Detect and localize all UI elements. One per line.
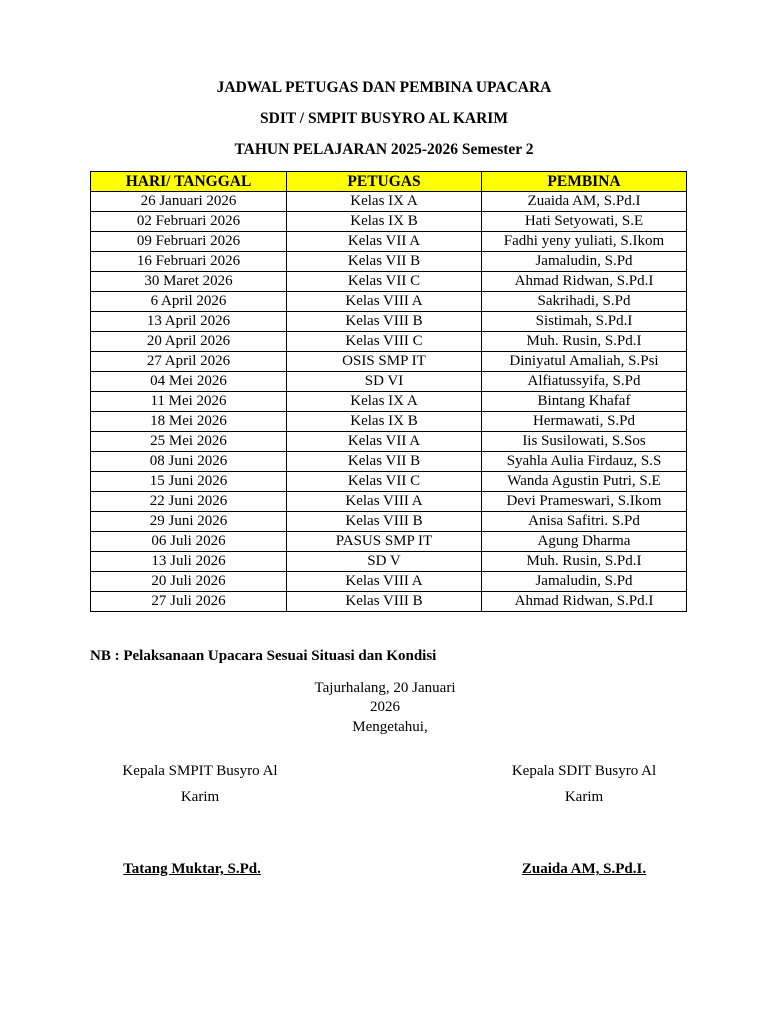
date-cell: 29 Juni 2026: [91, 512, 287, 532]
duty-cell: PASUS SMP IT: [287, 532, 482, 552]
left-signatory-title: [100, 758, 300, 810]
column-header-duty: PETUGAS: [287, 172, 482, 192]
acknowledged-label: Mengetahui,: [352, 719, 428, 735]
duty-cell: Kelas VIII B: [287, 592, 482, 612]
supervisor-cell: Ahmad Ridwan, S.Pd.I: [482, 592, 687, 612]
date-cell: 20 April 2026: [91, 332, 287, 352]
document-title: JADWAL PETUGAS DAN PEMBINA UPACARA: [216, 79, 552, 96]
supervisor-cell: Fadhi yeny yuliati, S.Ikom: [482, 232, 687, 252]
left-signatory-name: Tatang Muktar, S.Pd.: [123, 861, 261, 877]
table-row: [91, 472, 687, 492]
table-row: [91, 352, 687, 372]
supervisor-cell: Sistimah, S.Pd.I: [482, 312, 687, 332]
supervisor-cell: Iis Susilowati, S.Sos: [482, 432, 687, 452]
place-date-line2: 2026: [370, 699, 400, 715]
date-cell: 27 Juli 2026: [91, 592, 287, 612]
date-cell: 16 Februari 2026: [91, 252, 287, 272]
table-row: [91, 572, 687, 592]
table-row: [91, 272, 687, 292]
duty-cell: Kelas VIII A: [287, 492, 482, 512]
right-signatory-title-line2: Karim: [564, 789, 604, 805]
duty-cell: Kelas IX A: [287, 392, 482, 412]
supervisor-cell: Sakrihadi, S.Pd: [482, 292, 687, 312]
duty-cell: Kelas VIII B: [287, 312, 482, 332]
date-cell: 09 Februari 2026: [91, 232, 287, 252]
table-row: [91, 192, 687, 212]
table-row: [91, 332, 687, 352]
date-cell: 06 Juli 2026: [91, 532, 287, 552]
column-header-supervisor: PEMBINA: [482, 172, 687, 192]
table-header-row: [91, 172, 687, 192]
table-row: [91, 592, 687, 612]
date-cell: 25 Mei 2026: [91, 432, 287, 452]
duty-cell: Kelas VII A: [287, 432, 482, 452]
date-cell: 13 April 2026: [91, 312, 287, 332]
date-cell: 08 Juni 2026: [91, 452, 287, 472]
column-header-date: HARI/ TANGGAL: [91, 172, 287, 192]
supervisor-cell: Jamaludin, S.Pd: [482, 252, 687, 272]
supervisor-cell: Bintang Khafaf: [482, 392, 687, 412]
date-cell: 13 Juli 2026: [91, 552, 287, 572]
supervisor-cell: Hermawati, S.Pd: [482, 412, 687, 432]
supervisor-cell: Syahla Aulia Firdauz, S.S: [482, 452, 687, 472]
duty-cell: OSIS SMP IT: [287, 352, 482, 372]
duty-cell: SD VI: [287, 372, 482, 392]
supervisor-cell: Ahmad Ridwan, S.Pd.I: [482, 272, 687, 292]
date-cell: 26 Januari 2026: [91, 192, 287, 212]
date-cell: 04 Mei 2026: [91, 372, 287, 392]
duty-cell: Kelas VII C: [287, 272, 482, 292]
date-cell: 30 Maret 2026: [91, 272, 287, 292]
table-row: [91, 452, 687, 472]
left-signatory-title-line1: Kepala SMPIT Busyro Al: [122, 763, 278, 779]
table-row: [91, 252, 687, 272]
table-row: [91, 372, 687, 392]
date-cell: 18 Mei 2026: [91, 412, 287, 432]
school-name: SDIT / SMPIT BUSYRO AL KARIM: [260, 110, 508, 127]
duty-cell: Kelas VII B: [287, 452, 482, 472]
duty-cell: Kelas VII B: [287, 252, 482, 272]
duty-cell: Kelas IX B: [287, 412, 482, 432]
table-row: [91, 492, 687, 512]
table-row: [91, 392, 687, 412]
supervisor-cell: Muh. Rusin, S.Pd.I: [482, 552, 687, 572]
note-text: NB : Pelaksanaan Upacara Sesuai Situasi dan Kondisi: [90, 648, 437, 664]
supervisor-cell: Muh. Rusin, S.Pd.I: [482, 332, 687, 352]
duty-cell: Kelas VII A: [287, 232, 482, 252]
place-date-line1: Tajurhalang, 20 Januari: [314, 680, 456, 696]
duty-cell: Kelas VII C: [287, 472, 482, 492]
supervisor-cell: Diniyatul Amaliah, S.Psi: [482, 352, 687, 372]
date-cell: 6 April 2026: [91, 292, 287, 312]
right-signatory-title-line1: Kepala SDIT Busyro Al: [511, 763, 657, 779]
date-cell: 15 Juni 2026: [91, 472, 287, 492]
schedule-table: [90, 171, 687, 612]
date-cell: 02 Februari 2026: [91, 212, 287, 232]
date-cell: 27 April 2026: [91, 352, 287, 372]
supervisor-cell: Agung Dharma: [482, 532, 687, 552]
supervisor-cell: Devi Prameswari, S.Ikom: [482, 492, 687, 512]
duty-cell: Kelas VIII C: [287, 332, 482, 352]
duty-cell: Kelas VIII A: [287, 292, 482, 312]
right-signatory-name: Zuaida AM, S.Pd.I.: [521, 861, 647, 877]
place-date: [300, 679, 470, 717]
duty-cell: Kelas IX B: [287, 212, 482, 232]
left-signatory-title-line2: Karim: [180, 789, 220, 805]
duty-cell: SD V: [287, 552, 482, 572]
table-row: [91, 412, 687, 432]
table-row: [91, 212, 687, 232]
date-cell: 11 Mei 2026: [91, 392, 287, 412]
supervisor-cell: Zuaida AM, S.Pd.I: [482, 192, 687, 212]
table-row: [91, 232, 687, 252]
table-row: [91, 532, 687, 552]
date-cell: 20 Juli 2026: [91, 572, 287, 592]
supervisor-cell: Wanda Agustin Putri, S.E: [482, 472, 687, 492]
date-cell: 22 Juni 2026: [91, 492, 287, 512]
supervisor-cell: Hati Setyowati, S.E: [482, 212, 687, 232]
table-row: [91, 512, 687, 532]
table-row: [91, 292, 687, 312]
duty-cell: Kelas IX A: [287, 192, 482, 212]
supervisor-cell: Anisa Safitri. S.Pd: [482, 512, 687, 532]
table-row: [91, 312, 687, 332]
right-signatory-title: [484, 758, 684, 810]
supervisor-cell: Alfiatussyifa, S.Pd: [482, 372, 687, 392]
table-row: [91, 552, 687, 572]
duty-cell: Kelas VIII A: [287, 572, 482, 592]
duty-cell: Kelas VIII B: [287, 512, 482, 532]
supervisor-cell: Jamaludin, S.Pd: [482, 572, 687, 592]
academic-year: TAHUN PELAJARAN 2025-2026 Semester 2: [234, 141, 534, 158]
table-row: [91, 432, 687, 452]
